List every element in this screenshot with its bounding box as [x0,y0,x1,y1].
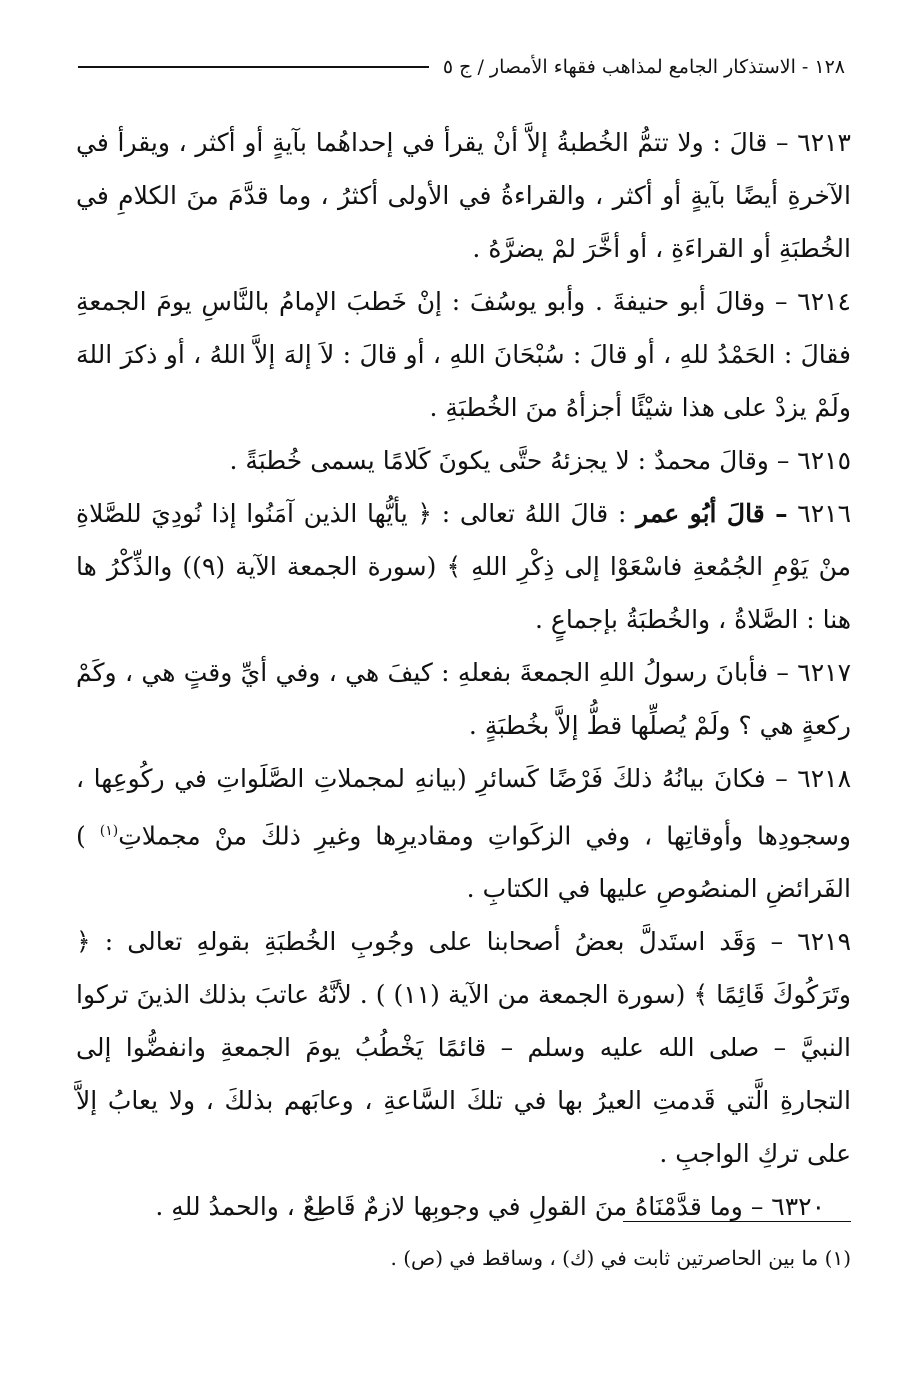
paragraph-text: – فكانَ بيانُهُ ذلكَ فَرْضًا كَسائرِ (بيانهِ لمجملاتِ الصَّلَواتِ في ركُوعِها ، وسجودِها وأوقاتِها ، وفي الزكَواتِ ومقاديرِها وغيرِ ذلكَ منْ مجملاتِ [76,764,851,851]
paragraph-6213 [76,116,851,275]
paragraph-text: – وقالَ أبو حنيفةَ . وأبو يوسُفَ : إنْ خَطبَ الإمامُ بالنَّاسِ يومَ الجمعةِ فقالَ : الحَمْدُ للهِ ، أو قالَ : سُبْحَانَ اللهِ ، أو قالَ : لاَ إلهَ إلاَّ اللهُ ، أو ذكرَ اللهَ ولَمْ يزدْ على هذا شيْئًا أجزأهُ منَ الخُطبَةِ . [76,287,851,422]
footnote-separator [623,1221,851,1222]
paragraph-number: ٦٢١٧ [797,658,851,687]
paragraph-number: ٦٣٢٠ [771,1192,825,1222]
paragraph-6218 [76,752,851,915]
paragraph-6216 [76,487,851,646]
paragraph-number: ٦٢١٦ [797,499,852,528]
paragraph-text: – وقالَ محمدٌ : لا يجزئهُ حتَّى يكونَ كَلامًا يسمى خُطبَةً . [229,446,790,475]
paragraph-6214 [76,275,851,434]
footnote: (١) ما بين الحاصرتين ثابت في (ك) ، وساقط في (ص) . [390,1246,851,1270]
paragraph-number: ٦٢١٤ [797,287,851,316]
page-number: ١٢٨ [814,56,845,78]
paragraph-6320 [76,1180,851,1233]
running-title: - الاستذكار الجامع لمذاهب فقهاء الأمصار / ج ٥ [442,56,809,78]
running-header [78,56,845,78]
main-text [76,116,851,1233]
paragraph-text: – وما قدَّمْنَاهُ منَ القولِ في وجوبِها لازمٌ قَاطِعٌ ، والحمدُ للهِ . [155,1192,764,1222]
paragraph-number: ٦٢١٥ [797,446,851,475]
paragraph-number: ٦٢١٩ [797,927,852,957]
speaker-heading: – قالَ أبُو عمر [636,499,788,528]
paragraph-6219 [76,915,851,1180]
paragraph-text: : قالَ اللهُ تعالى : ﴿ يأيُّها الذين آمَنُوا إذا نُودِيَ للصَّلاةِ منْ يَوْمِ الجُمُعةِ فاسْعَوْا إلى ذِكْرِ اللهِ ﴾ (سورة الجمعة الآية (٩)) والذِّكْرُ ها هنا : الصَّلاةُ ، والخُطبَةُ بإجماعٍ . [76,499,851,634]
paragraph-6215 [76,434,851,487]
paragraph-text: – فأبانَ رسولُ اللهِ الجمعةَ بفعلهِ : كيفَ هي ، وفي أيِّ وقتٍ هي ، وكَمْ ركعةٍ هي ؟ ولَمْ يُصلِّها قطُّ إلاَّ بخُطبَةٍ . [76,658,851,740]
footnote-reference: (١) [99,823,119,839]
paragraph-text: – قالَ : ولا تتمُّ الخُطبةُ إلاَّ أنْ يقرأ في إحداهُما بآيةٍ أو أكثر ، ويقرأ في الآخرةِ أيضًا بآيةٍ أو أكثر ، والقراءةُ في الأولى أكثرُ ، وما قدَّمَ منَ الكلامِ في الخُطبَةِ أو القراءَةِ ، أو أخَّرَ لمْ يضرَّهُ . [76,128,851,263]
paragraph-6217 [76,646,851,752]
paragraph-number: ٦٢١٨ [797,764,851,793]
header-title [443,56,845,78]
paragraph-text: – وَقَد استَدلَّ بعضُ أصحابنا على وجُوبِ الخُطبَةِ بقولهِ تعالى : ﴿ وتَرَكُوكَ قَائِمًا ﴾ (سورة الجمعة من الآية (١١) ) . لأنَّهُ عاتبَ بذلك الذينَ تركوا النبيَّ – صلى الله عليه وسلم – قائمًا يَخْطُبُ يومَ الجمعةِ وانفضُّوا إلى التجارةِ الَّتي قَدمتِ العيرُ بها في تلكَ السَّاعةِ ، وعابَهم بذلكَ ، ولا يعابُ إلاَّ على تركِ الواجبِ . [76,927,852,1169]
header-rule [78,66,429,68]
paragraph-text-continued: ) الفَرائضِ المنصُوصِ عليها في الكتابِ . [76,821,851,904]
paragraph-number: ٦٢١٣ [797,128,851,157]
